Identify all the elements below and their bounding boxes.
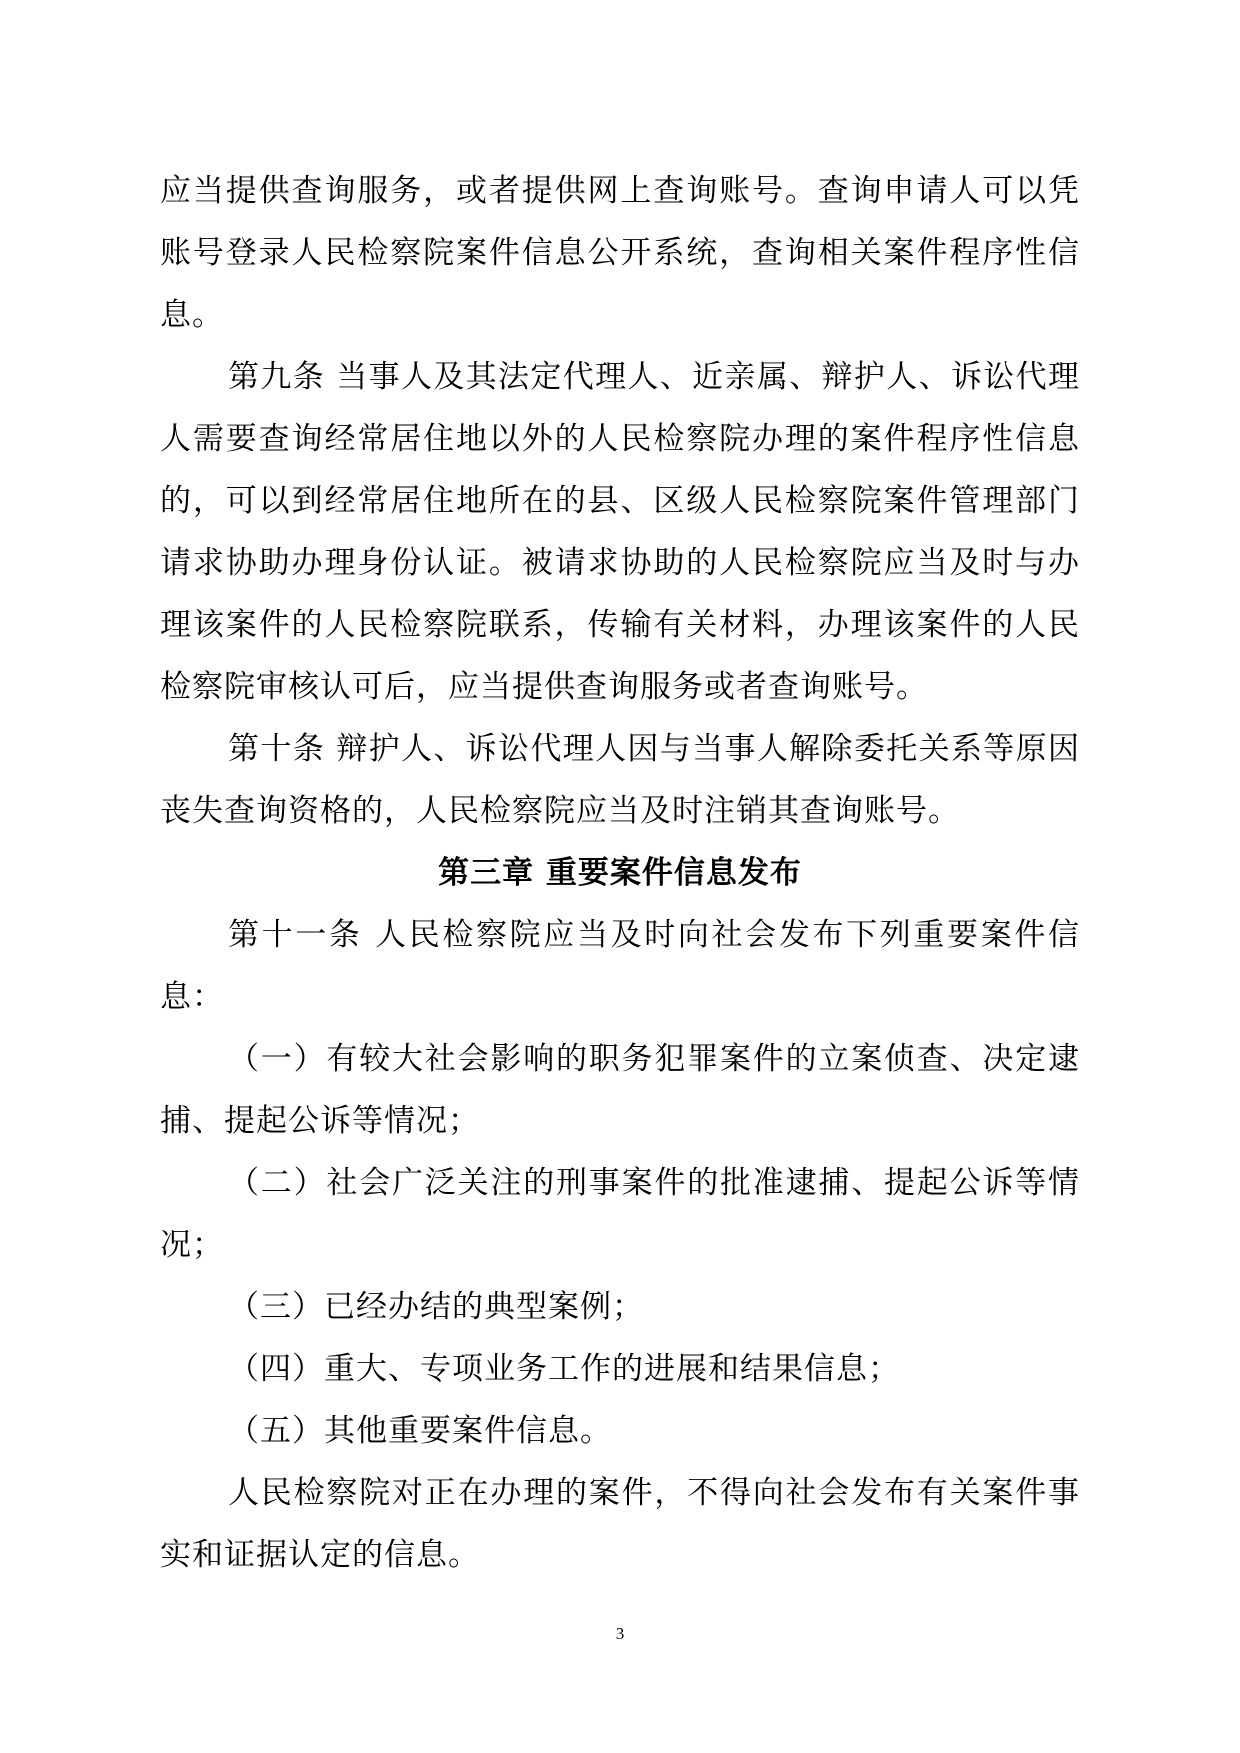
list-item-5: （五）其他重要案件信息。 xyxy=(228,1413,612,1449)
list-item-4: （四）重大、专项业务工作的进展和结果信息； xyxy=(228,1351,900,1387)
paragraph-article-9: 第九条 当事人及其法定代理人、近亲属、辩护人、诉讼代理人需要查询经常居住地以外的人民检察院办理的案件程序性信息的，可以到经常居住地所在的县、区级人民检察院案件管理部门请求协助办理身份认证。被请求协助的人民检察院应当及时与办理该案件的人民检察院联系，传输有关材料，办理该案件的人民检察院审核认可后，应当提供查询服务或者查询账号。 xyxy=(160,359,1080,705)
list-item-1: （一）有较大社会影响的职务犯罪案件的立案侦查、决定逮捕、提起公诉等情况； xyxy=(160,1041,1080,1139)
paragraph-disclosure-restriction: 人民检察院对正在办理的案件，不得向社会发布有关案件事实和证据认定的信息。 xyxy=(160,1475,1080,1573)
list-item-3: （三）已经办结的典型案例； xyxy=(228,1289,644,1325)
paragraph-query-service: 应当提供查询服务，或者提供网上查询账号。查询申请人可以凭账号登录人民检察院案件信息公开系统，查询相关案件程序性信息。 xyxy=(160,173,1080,333)
paragraph-article-11: 第十一条 人民检察院应当及时向社会发布下列重要案件信息： xyxy=(160,917,1080,1015)
list-item-2: （二）社会广泛关注的刑事案件的批准逮捕、提起公诉等情况； xyxy=(160,1165,1080,1263)
document-page xyxy=(160,160,1080,1586)
chapter-heading: 第三章 重要案件信息发布 xyxy=(438,855,802,891)
paragraph-article-10: 第十条 辩护人、诉讼代理人因与当事人解除委托关系等原因丧失查询资格的，人民检察院应当及时注销其查询账号。 xyxy=(160,731,1080,829)
page-number: 3 xyxy=(615,1624,625,1643)
